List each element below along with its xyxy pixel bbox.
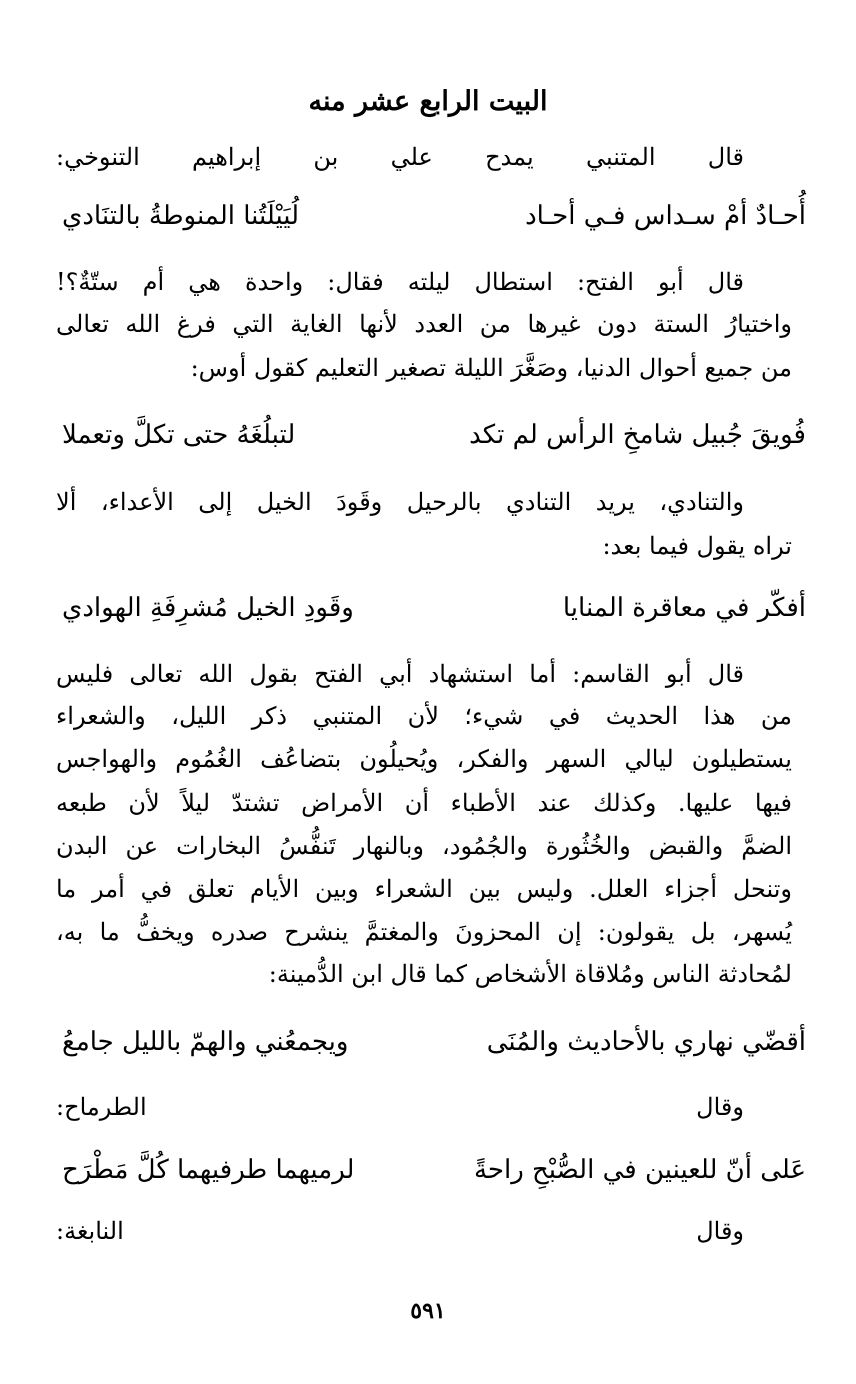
- verse-second-hemistich: لتبلُغَهُ حتى تكلَّ وتعملا: [62, 420, 296, 450]
- prose-line: لمُحادثة الناس ومُلاقاة الأشخاص كما قال ابن الدُّمينة:: [268, 960, 792, 988]
- prose-line: من جميع أحوال الدنيا، وصَغَّرَ الليلة تصغير التعليم كقول أوس:: [190, 354, 792, 382]
- verse-first-hemistich: فُويقَ جُبيل شامخِ الرأس لم تكد: [469, 420, 806, 450]
- prose-line: من هذا الحديث في شيء؛ لأن المتنبي ذكر الليل، والشعراء: [56, 702, 793, 730]
- prose-line: قال المتنبي يمدح علي بن إبراهيم التنوخي:: [56, 143, 744, 171]
- verse-second-hemistich: وقَودِ الخيل مُشرِفَةِ الهوادي: [62, 593, 354, 623]
- prose-line: واختيارُ الستة دون غيرها من العدد لأنها الغاية التي فرغ الله تعالى: [56, 310, 792, 338]
- prose-line: وقال النابغة:: [56, 1217, 744, 1245]
- verse-first-hemistich: أُحـادٌ أمْ سـداس فـي أحـاد: [525, 201, 806, 231]
- prose-line: قال أبو الفتح: استطال ليلته فقال: واحدة هي أم ستّةٌ؟!: [56, 268, 745, 296]
- prose-line: الضمَّ والقبض والخُثُورة والجُمُود، وبالنهار تَنفُّسُ البخارات عن البدن: [56, 832, 792, 860]
- verse-first-hemistich: عَلى أنّ للعينين في الصُّبْحِ راحةً: [473, 1155, 806, 1185]
- verse-first-hemistich: أفكّر في معاقرة المنايا: [562, 593, 806, 623]
- prose-line: والتنادي، يريد التنادي بالرحيل وقَودَ الخيل إلى الأعداء، ألا: [56, 488, 744, 516]
- page-title: البيت الرابع عشر منه: [308, 86, 548, 117]
- page-number: ٥٩١: [410, 1298, 446, 1324]
- prose-line: قال أبو القاسم: أما استشهاد أبي الفتح بقول الله تعالى فليس: [56, 660, 744, 688]
- verse-second-hemistich: ويجمعُني والهمّ بالليل جامعُ: [62, 1027, 349, 1057]
- verse-second-hemistich: لرميهما طرفيهما كُلَّ مَطْرَح: [62, 1155, 355, 1185]
- prose-line: فيها عليها. وكذلك عند الأطباء أن الأمراض تشتدّ ليلاً لأن طبعه: [56, 789, 792, 817]
- prose-line: تراه يقول فيما بعد:: [602, 532, 792, 560]
- prose-line: وتنحل أجزاء العلل. وليس بين الشعراء وبين الأيام تعلق في أمر ما: [56, 875, 792, 903]
- prose-line: وقال الطرماح:: [56, 1093, 744, 1121]
- verse-second-hemistich: لُيَيْلَتُنا المنوطةُ بالتنَادي: [62, 201, 300, 231]
- verse-first-hemistich: أقضّي نهاري بالأحاديث والمُنَى: [486, 1027, 806, 1057]
- prose-line: يُسهر، بل يقولون: إن المحزونَ والمغتمَّ ينشرح صدره ويخفُّ ما به،: [56, 918, 792, 946]
- prose-line: يستطيلون ليالي السهر والفكر، ويُحيلُون بتضاعُف الغُمُوم والهواجس: [56, 745, 792, 773]
